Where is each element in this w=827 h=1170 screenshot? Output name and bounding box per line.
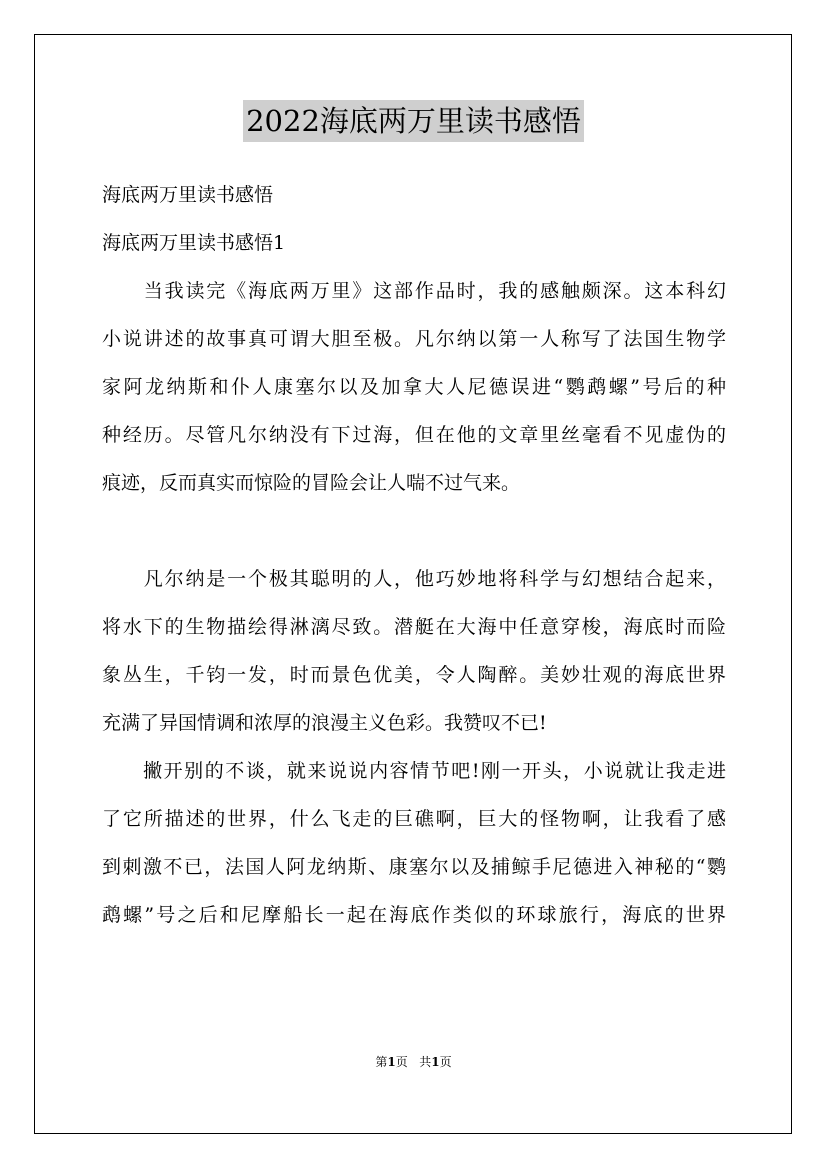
paragraph-gap xyxy=(102,507,726,555)
footer-page-number: 1 xyxy=(387,1055,396,1069)
paragraph-line: 种经历。尽管凡尔纳没有下过海，但在他的文章里丝毫看不见虚伪的 xyxy=(102,424,726,446)
subtitle: 海底两万里读书感悟 xyxy=(102,184,274,206)
paragraph-3 xyxy=(102,747,726,939)
paragraph-line: 当我读完《海底两万里》这部作品时，我的感触颇深。这本科幻 xyxy=(102,280,726,302)
title-container xyxy=(0,100,827,142)
paragraph-line: 了它所描述的世界，什么飞走的巨礁啊，巨大的怪物啊，让我看了感 xyxy=(102,808,726,830)
footer-page-suffix: 页 xyxy=(395,1055,408,1069)
paragraph-line: 小说讲述的故事真可谓大胆至极。凡尔纳以第一人称写了法国生物学 xyxy=(102,328,726,350)
footer-page-prefix: 第 xyxy=(375,1055,388,1069)
footer-total-suffix: 页 xyxy=(439,1055,452,1069)
footer-total-prefix: 共 xyxy=(419,1055,432,1069)
paragraph-2 xyxy=(102,555,726,747)
paragraph-line: 家阿龙纳斯和仆人康塞尔以及加拿大人尼德误进“鹦鹉螺”号后的种 xyxy=(102,376,726,398)
paragraph-line: 象丛生，千钧一发，时而景色优美，令人陶醉。美妙壮观的海底世界 xyxy=(102,664,726,686)
section-heading: 海底两万里读书感悟1 xyxy=(102,232,286,254)
document-title: 2022海底两万里读书感悟 xyxy=(243,100,584,142)
page-footer xyxy=(0,1054,827,1070)
footer-total-number: 1 xyxy=(431,1055,440,1069)
document-body xyxy=(102,171,726,939)
paragraph-line: 充满了异国情调和浓厚的浪漫主义色彩。我赞叹不已! xyxy=(102,712,547,734)
paragraph-line: 到刺激不已，法国人阿龙纳斯、康塞尔以及捕鲸手尼德进入神秘的“鹦 xyxy=(102,856,726,878)
paragraph-line: 痕迹，反而真实而惊险的冒险会让人喘不过气来。 xyxy=(102,472,521,494)
paragraph-line: 凡尔纳是一个极其聪明的人，他巧妙地将科学与幻想结合起来， xyxy=(102,568,726,590)
paragraph-1 xyxy=(102,267,726,507)
paragraph-line: 鹉螺”号之后和尼摩船长一起在海底作类似的环球旅行，海底的世界 xyxy=(102,904,726,926)
paragraph-line: 将水下的生物描绘得淋漓尽致。潜艇在大海中任意穿梭，海底时而险 xyxy=(102,616,726,638)
paragraph-line: 撇开别的不谈，就来说说内容情节吧!刚一开头，小说就让我走进 xyxy=(102,760,726,782)
